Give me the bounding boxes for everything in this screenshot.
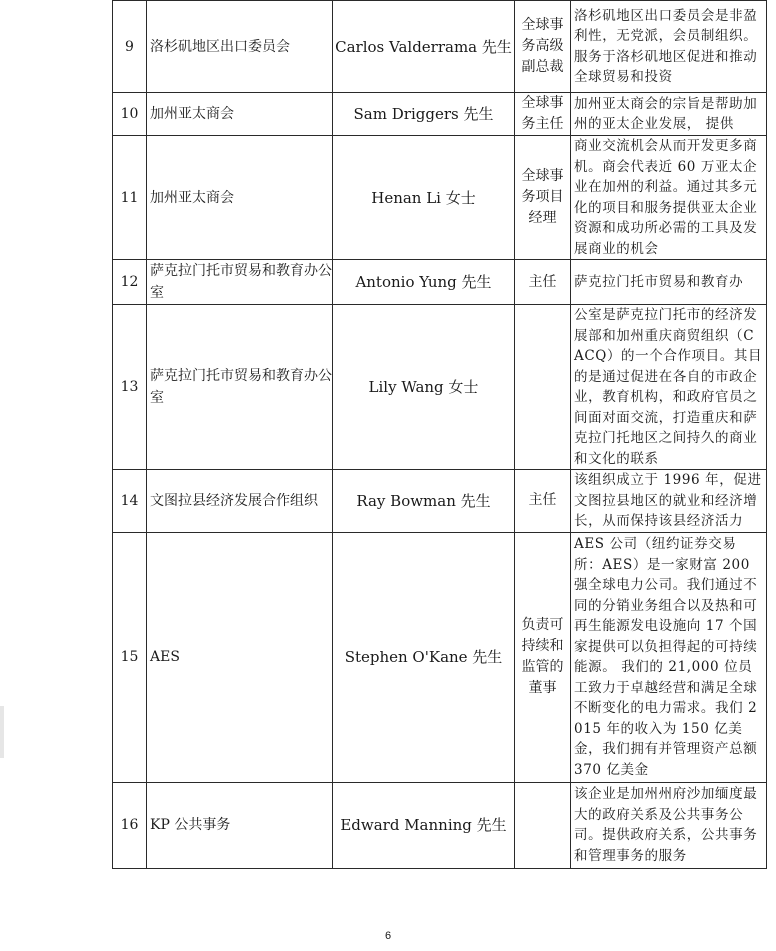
row-number: 12 xyxy=(113,260,147,305)
organization-description: 该企业是加州州府沙加缅度最大的政府关系及公共事务公司。提供政府关系，公共事务和管理事务的服务 xyxy=(571,782,767,868)
representative-name: Carlos Valderrama 先生 xyxy=(333,1,515,93)
organization-name: 加州亚太商会 xyxy=(147,136,333,260)
organization-description: 商业交流机会从而开发更多商机。商会代表近 60 万亚太企业在加州的利益。通过其多元化的项目和服务提供亚太企业资源和成功所必需的工具及发展商业的机会 xyxy=(571,136,767,260)
job-title: 全球事务高级副总裁 xyxy=(515,1,571,93)
job-title xyxy=(515,782,571,868)
organization-name: 洛杉矶地区出口委员会 xyxy=(147,1,333,93)
organization-description: 该组织成立于 1996 年，促进文图拉县地区的就业和经济增长，从而保持该县经济活力 xyxy=(571,470,767,533)
organization-description: 公室是萨克拉门托市的经济发展部和加州重庆商贸组织（CACQ）的一个合作项目。其目的是通过促进在各自的市政企业，教育机构，和政府官员之间面对面交流，打造重庆和萨克拉门托地区之间持久的商业和文化的联系 xyxy=(571,305,767,470)
job-title xyxy=(515,305,571,470)
row-number: 15 xyxy=(113,532,147,782)
organization-name: KP 公共事务 xyxy=(147,782,333,868)
table-row xyxy=(113,782,767,868)
organization-name: 加州亚太商会 xyxy=(147,93,333,136)
organization-name: 萨克拉门托市贸易和教育办公室 xyxy=(147,260,333,305)
job-title: 负责可持续和监管的董事 xyxy=(515,532,571,782)
representative-name: Stephen O'Kane 先生 xyxy=(333,532,515,782)
row-number: 14 xyxy=(113,470,147,533)
representative-name: Henan Li 女士 xyxy=(333,136,515,260)
job-title: 全球事务项目经理 xyxy=(515,136,571,260)
job-title: 主任 xyxy=(515,260,571,305)
organization-description: 加州亚太商会的宗旨是帮助加州的亚太企业发展， 提供 xyxy=(571,93,767,136)
scan-edge-mark xyxy=(0,706,4,758)
row-number: 11 xyxy=(113,136,147,260)
table-row xyxy=(113,470,767,533)
table-row xyxy=(113,1,767,93)
row-number: 9 xyxy=(113,1,147,93)
table-row xyxy=(113,136,767,260)
row-number: 16 xyxy=(113,782,147,868)
table-row xyxy=(113,532,767,782)
organization-description: 萨克拉门托市贸易和教育办 xyxy=(571,260,767,305)
representative-name: Edward Manning 先生 xyxy=(333,782,515,868)
organization-description: AES 公司（纽约证券交易所：AES）是一家财富 200 强全球电力公司。我们通过不同的分销业务组合以及热和可再生能源发电设施向 17 个国家提供可以负担得起的可持续能源。 我们的 21,000 位员工致力于卓越经营和满足全球不断变化的电力需求。我们 2015 年的收入为 150 亿美金，我们拥有并管理资产总额 370 亿美金 xyxy=(571,532,767,782)
table-row xyxy=(113,93,767,136)
representative-name: Antonio Yung 先生 xyxy=(333,260,515,305)
job-title: 全球事务主任 xyxy=(515,93,571,136)
job-title: 主任 xyxy=(515,470,571,533)
organization-name: 文图拉县经济发展合作组织 xyxy=(147,470,333,533)
delegation-table xyxy=(112,0,767,869)
table-row xyxy=(113,260,767,305)
table-row xyxy=(113,305,767,470)
representative-name: Sam Driggers 先生 xyxy=(333,93,515,136)
row-number: 10 xyxy=(113,93,147,136)
organization-name: 萨克拉门托市贸易和教育办公室 xyxy=(147,305,333,470)
page-number: 6 xyxy=(384,930,392,942)
representative-name: Lily Wang 女士 xyxy=(333,305,515,470)
row-number: 13 xyxy=(113,305,147,470)
organization-name: AES xyxy=(147,532,333,782)
representative-name: Ray Bowman 先生 xyxy=(333,470,515,533)
organization-description: 洛杉矶地区出口委员会是非盈利性，无党派，会员制组织。服务于洛杉矶地区促进和推动全球贸易和投资 xyxy=(571,1,767,93)
